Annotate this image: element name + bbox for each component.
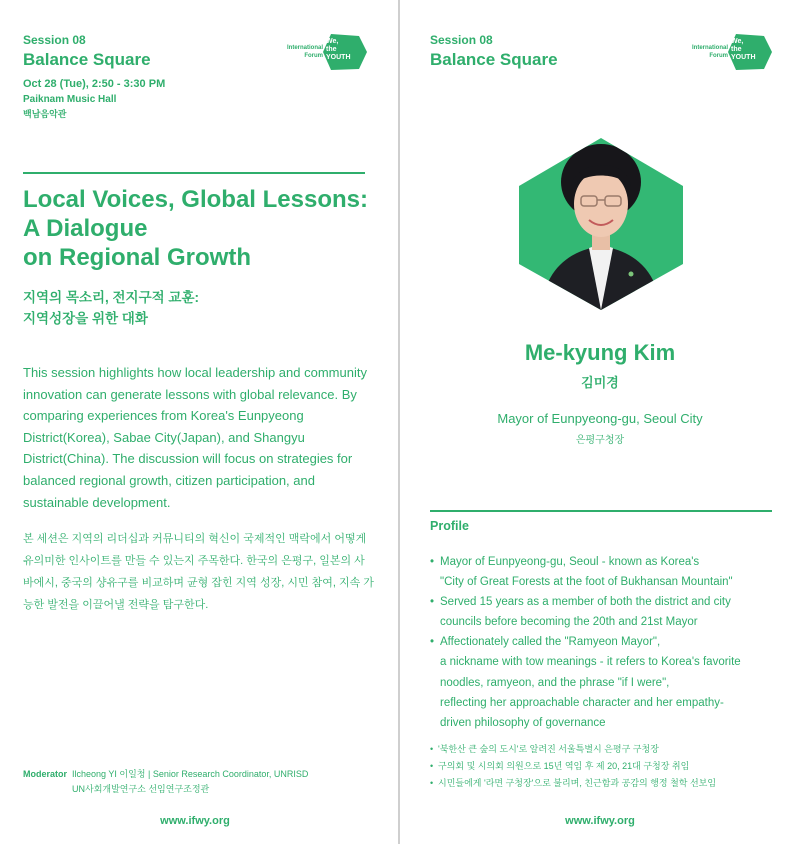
list-item: • Mayor of Eunpyeong-gu, Seoul - known as Korea's "City of Great Forests at the foot of Bukhansan Mountain" [430, 552, 780, 592]
list-item: • 구의회 및 시의회 의원으로 15년 역임 후 제 20, 21대 구청장 취임 [430, 758, 780, 775]
forum-logo [277, 32, 367, 72]
profile-divider [430, 510, 772, 512]
moderator-label: Moderator [23, 769, 68, 779]
speaker-role-kr: 은평구청장 [575, 435, 625, 446]
session-description-kr: 본 세션은 지역의 리더십과 커뮤니티의 혁신이 국제적인 맥락에서 어떻게 유의미한 인사이트를 만들 수 있는지 주목한다. 한국의 은평구, 일본의 사바에시, 중국의 샹유구를 비교하며 균형 잡힌 지역 성장, 시민 참여, 지속 가능한 발전을 이끌어낼 전략을 탐구한다. [23, 533, 374, 611]
speaker-name-kr: 김미경 [581, 375, 619, 390]
list-item: • Served 15 years as a member of both the district and city councils before becoming the 20th and 21st Mayor [430, 592, 780, 632]
moderator-title-kr: UN사회개발연구소 선임연구조정관 [72, 784, 210, 794]
session-title-kr: 지역의 목소리, 전지구적 교훈: 지역성장을 위한 대화 [23, 290, 199, 326]
left-page [0, 0, 398, 844]
list-item: • Affectionately called the "Ramyeon Mayor", a nickname with tow meanings - it refers to Korea's favorite noodles, ramyeon, and the phrase "if I were", reflecting her approachable character and her empathy- driven philosophy of governance [430, 632, 780, 732]
list-item: • '북한산 큰 숲의 도시'로 알려진 서울특별시 은평구 구청장 [430, 741, 780, 758]
session-date: Oct 28 (Tue), 2:50 - 3:30 PM [23, 78, 166, 90]
speaker-name: Me-kyung Kim [524, 340, 676, 365]
moderator-info [23, 767, 308, 797]
venue-hall: Paiknam Music Hall [23, 94, 117, 105]
moderator-name: Ilcheong YI 이일청 | Senior Research Coordinator, UNRISD [72, 769, 309, 779]
website-link[interactable]: www.ifwy.org [160, 815, 230, 827]
title-divider [23, 172, 365, 174]
logo-hex-text: We, the YOUTH [731, 38, 756, 61]
session-description: This session highlights how local leadership and community innovation can generate lessons with global relevance. By comparing experiences from Korea's Eunpyeong District(Korea), Sabae City(Japan), and Shangyu District(China). The discussion will focus on strategies for balanced regional growth, citizen participation, and sustainable development. [23, 365, 367, 510]
speaker-photo [519, 134, 683, 310]
logo-text: International Forum [286, 45, 323, 59]
profile-list [430, 552, 780, 733]
right-page [400, 0, 800, 844]
profile-heading: Profile [430, 519, 469, 533]
forum-logo [682, 32, 772, 72]
session-label: Session 08 [430, 33, 493, 47]
speaker-role: Mayor of Eunpyeong-gu, Seoul City [497, 411, 703, 426]
website-link[interactable]: www.ifwy.org [565, 815, 635, 827]
logo-hex-text: We, the YOUTH [326, 38, 351, 61]
session-title: Local Voices, Global Lessons: A Dialogue on Regional Growth [23, 186, 368, 271]
venue-name: Balance Square [430, 50, 558, 69]
list-item: • 시민들에게 '라면 구청장'으로 불리며, 친근함과 공감의 행정 철학 선보임 [430, 775, 780, 792]
session-label: Session 08 [23, 33, 86, 47]
logo-text: International Forum [691, 45, 728, 59]
venue-name: Balance Square [23, 50, 151, 69]
venue-hall-kr: 백남음악관 [23, 109, 67, 119]
profile-list-kr [430, 741, 780, 792]
